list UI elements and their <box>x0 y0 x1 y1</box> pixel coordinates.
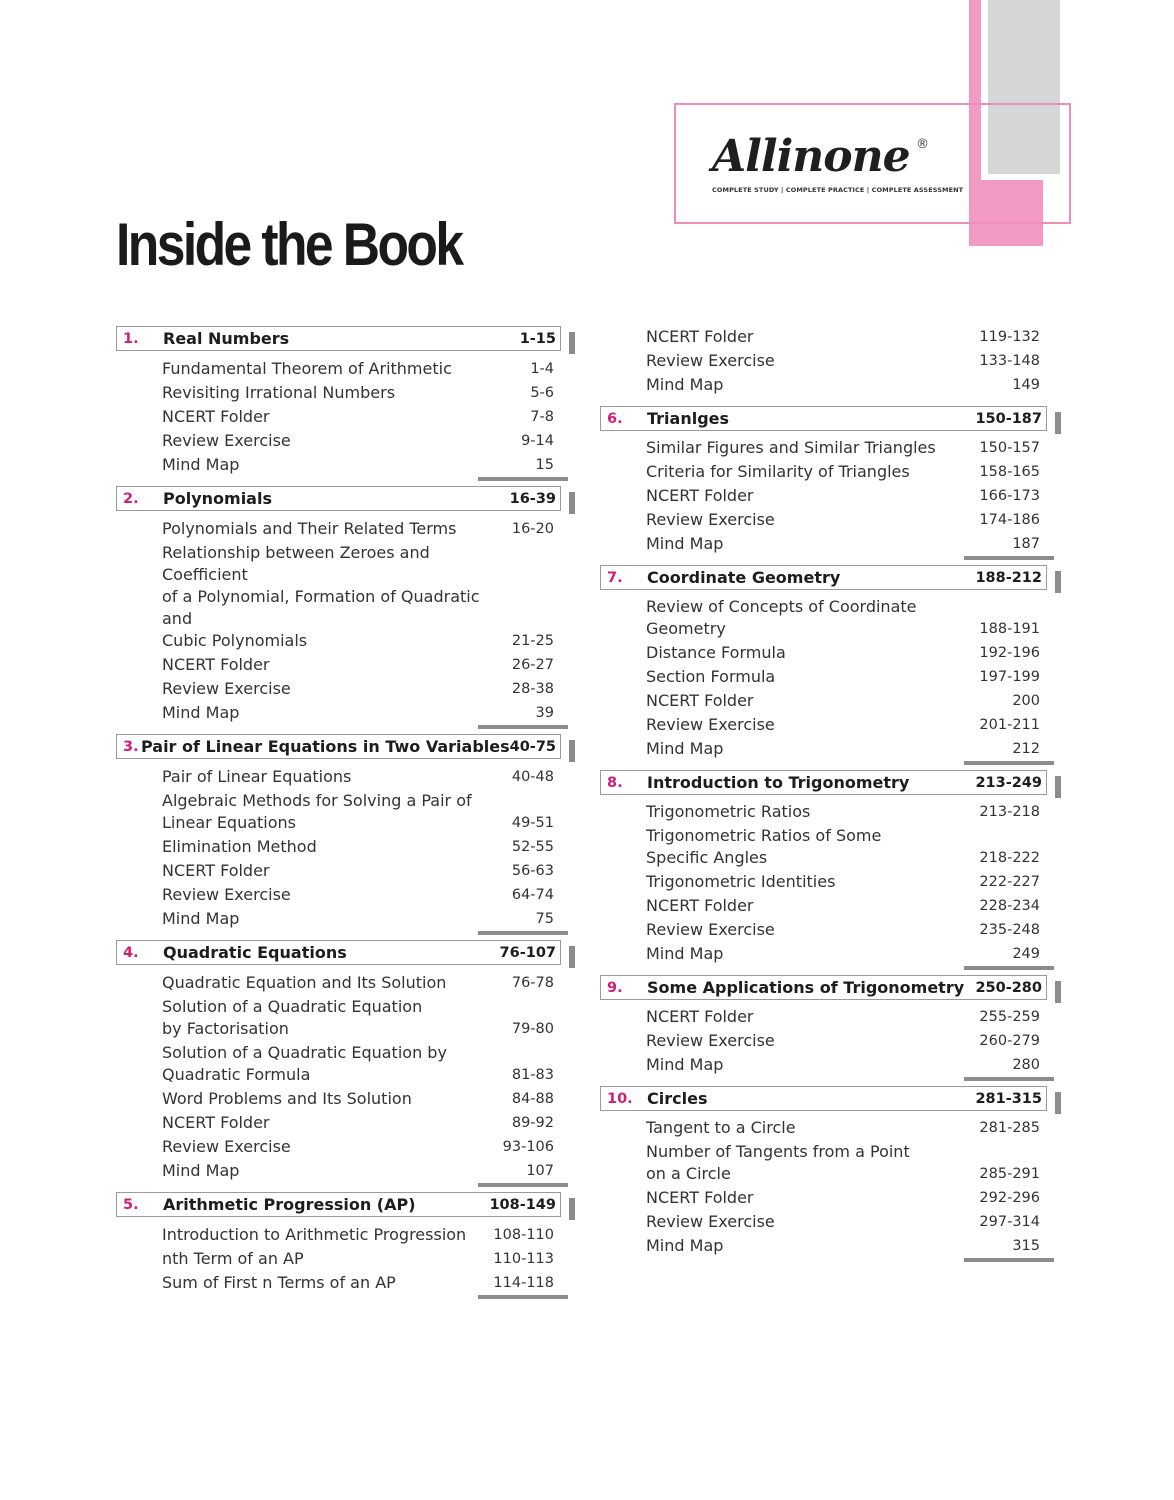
topic-label: Distance Formula <box>646 643 786 662</box>
topic-item[interactable] <box>646 738 1040 760</box>
chapter-header[interactable] <box>116 1192 561 1217</box>
topic-label: Mind Map <box>646 1236 724 1255</box>
chapter-number: 1. <box>123 330 139 347</box>
logo-tagline: COMPLETE STUDY | COMPLETE PRACTICE | COMPLETE ASSESSMENT <box>712 186 964 194</box>
chapter-8 <box>600 770 1054 965</box>
topic-label: Criteria for Similarity of Triangles <box>646 462 910 481</box>
topic-item[interactable] <box>646 1211 1040 1233</box>
topic-label: Mind Map <box>162 909 240 928</box>
chapter-title: Circles <box>647 1089 708 1108</box>
topic-item[interactable] <box>162 382 554 404</box>
topic-pages: 315 <box>1012 1238 1040 1254</box>
chapter-pages: 188-212 <box>975 569 1042 586</box>
topic-list <box>600 1000 1054 1076</box>
topic-label: Mind Map <box>646 375 724 394</box>
header-shadow-side <box>569 1198 575 1220</box>
topic-item[interactable] <box>646 461 1040 483</box>
topic-item[interactable] <box>162 972 554 994</box>
topic-pages: 188-191 <box>979 621 1040 637</box>
header-shadow <box>478 1183 568 1187</box>
topic-label: Review Exercise <box>646 1031 775 1050</box>
topic-pages: 40-48 <box>511 769 554 785</box>
topic-pages: 1-4 <box>530 361 554 377</box>
topic-pages: 235-248 <box>979 922 1040 938</box>
topic-label: Mind Map <box>162 1161 240 1180</box>
topic-item[interactable] <box>646 1187 1040 1209</box>
topic-pages: 52-55 <box>511 839 554 855</box>
topic-label: Review Exercise <box>646 510 775 529</box>
topic-list <box>116 351 568 476</box>
topic-pages: 16-20 <box>511 521 554 537</box>
topic-label: Review Exercise <box>162 1137 291 1156</box>
topic-label: Similar Figures and Similar Triangles <box>646 438 936 457</box>
chapter-header[interactable] <box>116 486 561 511</box>
topic-pages: 9-14 <box>521 433 554 449</box>
topic-item[interactable] <box>162 542 554 652</box>
topic-pages: 49-51 <box>511 815 554 831</box>
chapter-pages: 76-107 <box>499 944 556 961</box>
topic-pages: 119-132 <box>979 329 1040 345</box>
chapter-title: Pair of Linear Equations in Two Variables <box>140 737 510 756</box>
topic-pages: 281-285 <box>979 1120 1040 1136</box>
chapter-number: 4. <box>123 944 139 961</box>
topic-list <box>600 590 1054 760</box>
topic-item[interactable] <box>162 1088 554 1110</box>
topic-list <box>600 326 1054 396</box>
topic-item[interactable] <box>162 678 554 700</box>
topic-item[interactable] <box>646 1006 1040 1028</box>
chapter-number: 6. <box>607 410 623 427</box>
header-shadow <box>478 725 568 729</box>
chapter-1 <box>116 326 568 476</box>
chapter-pages: 213-249 <box>975 774 1042 791</box>
chapter-header[interactable] <box>600 1086 1047 1111</box>
topic-pages: 228-234 <box>979 898 1040 914</box>
topic-item[interactable] <box>646 1030 1040 1052</box>
chapter-title: Some Applications of Trigonometry <box>647 978 965 997</box>
topic-pages: 150-157 <box>979 440 1040 456</box>
topic-pages: 297-314 <box>979 1214 1040 1230</box>
topic-label: Pair of Linear Equations <box>162 767 352 786</box>
topic-item[interactable] <box>162 518 554 540</box>
topic-label: Mind Map <box>646 534 724 553</box>
topic-item[interactable] <box>646 533 1040 555</box>
topic-pages: 222-227 <box>979 874 1040 890</box>
topic-label: Introduction to Arithmetic Progression <box>162 1225 467 1244</box>
topic-label: NCERT Folder <box>646 1188 754 1207</box>
brand-logo <box>674 103 1071 224</box>
topic-pages: 89-92 <box>511 1115 554 1131</box>
chapter-number: 3. <box>123 738 139 755</box>
chapter-pages: 1-15 <box>519 330 556 347</box>
chapter-pages: 108-149 <box>489 1196 556 1213</box>
topic-label: NCERT Folder <box>646 896 754 915</box>
topic-pages: 79-80 <box>511 1021 554 1037</box>
topic-item[interactable] <box>646 871 1040 893</box>
header-shadow-side <box>569 740 575 762</box>
header-shadow-side <box>1055 981 1061 1003</box>
header-shadow <box>964 1077 1054 1081</box>
topic-item[interactable] <box>646 825 1040 869</box>
topic-item[interactable] <box>162 766 554 788</box>
topic-label: Solution of a Quadratic Equation by Quadratic Formula <box>162 1043 447 1084</box>
topic-list <box>116 759 568 930</box>
topic-pages: 192-196 <box>979 645 1040 661</box>
header-shadow <box>964 761 1054 765</box>
topic-item[interactable] <box>646 642 1040 664</box>
topic-pages: 249 <box>1012 946 1040 962</box>
topic-pages: 158-165 <box>979 464 1040 480</box>
topic-pages: 218-222 <box>979 850 1040 866</box>
topic-item[interactable] <box>162 860 554 882</box>
topic-label: Review Exercise <box>646 715 775 734</box>
topic-label: Mind Map <box>162 703 240 722</box>
topic-label: Algebraic Methods for Solving a Pair of Linear Equations <box>162 791 472 832</box>
chapter-header[interactable] <box>116 734 561 759</box>
topic-item[interactable] <box>162 884 554 906</box>
chapter-title: Quadratic Equations <box>163 943 347 962</box>
header-shadow <box>478 477 568 481</box>
topic-item[interactable] <box>162 406 554 428</box>
topic-item[interactable] <box>646 943 1040 965</box>
chapter-9 <box>600 975 1054 1076</box>
topic-label: Review Exercise <box>646 351 775 370</box>
chapter-header[interactable] <box>116 940 561 965</box>
chapter-title: Arithmetic Progression (AP) <box>163 1195 416 1214</box>
topic-label: Quadratic Equation and Its Solution <box>162 973 447 992</box>
chapter-title: Trianlges <box>647 409 730 428</box>
topic-label: NCERT Folder <box>646 691 754 710</box>
topic-label: Review Exercise <box>162 885 291 904</box>
chapter-header[interactable] <box>600 565 1047 590</box>
topic-pages: 174-186 <box>979 512 1040 528</box>
topic-pages: 5-6 <box>530 385 554 401</box>
chapter-number: 7. <box>607 569 623 586</box>
topic-pages: 76-78 <box>511 975 554 991</box>
topic-pages: 108-110 <box>493 1227 554 1243</box>
topic-pages: 39 <box>535 705 554 721</box>
topic-item[interactable] <box>162 1136 554 1158</box>
topic-item[interactable] <box>646 919 1040 941</box>
topic-item[interactable] <box>162 1042 554 1086</box>
topic-pages: 292-296 <box>979 1190 1040 1206</box>
header-shadow <box>478 931 568 935</box>
topic-label: Review Exercise <box>162 679 291 698</box>
topic-item[interactable] <box>162 996 554 1040</box>
topic-item[interactable] <box>646 485 1040 507</box>
chapter-pages: 281-315 <box>975 1090 1042 1107</box>
chapter-pages: 40-75 <box>509 738 556 755</box>
topic-label: NCERT Folder <box>162 1113 270 1132</box>
topic-item[interactable] <box>162 430 554 452</box>
topic-item[interactable] <box>162 790 554 834</box>
chapter-number: 5. <box>123 1196 139 1213</box>
topic-item[interactable] <box>646 1235 1040 1257</box>
chapter-number: 8. <box>607 774 623 791</box>
topic-pages: 28-38 <box>511 681 554 697</box>
header-shadow-side <box>1055 1092 1061 1114</box>
chapter-title: Introduction to Trigonometry <box>647 773 910 792</box>
chapter-header[interactable] <box>600 975 1047 1000</box>
topic-pages: 56-63 <box>511 863 554 879</box>
registered-mark: ® <box>916 137 929 152</box>
topic-item[interactable] <box>162 702 554 724</box>
chapter-pages: 150-187 <box>975 410 1042 427</box>
topic-pages: 255-259 <box>979 1009 1040 1025</box>
topic-label: Section Formula <box>646 667 776 686</box>
topic-label: Fundamental Theorem of Arithmetic <box>162 359 452 378</box>
topic-pages: 26-27 <box>511 657 554 673</box>
topic-pages: 201-211 <box>979 717 1040 733</box>
chapter-pages: 16-39 <box>509 490 556 507</box>
topic-item[interactable] <box>646 895 1040 917</box>
topic-item[interactable] <box>162 1272 554 1294</box>
chapter-3 <box>116 734 568 930</box>
header-shadow <box>478 1295 568 1299</box>
topic-item[interactable] <box>646 801 1040 823</box>
toc-column-left <box>116 326 568 1304</box>
topic-list <box>600 431 1054 555</box>
header-shadow-side <box>569 332 575 354</box>
topic-pages: 64-74 <box>511 887 554 903</box>
topic-item[interactable] <box>162 454 554 476</box>
topic-item[interactable] <box>162 654 554 676</box>
header-shadow-side <box>569 946 575 968</box>
topic-pages: 166-173 <box>979 488 1040 504</box>
topic-pages: 84-88 <box>511 1091 554 1107</box>
topic-list <box>600 795 1054 965</box>
topic-pages: 200 <box>1012 693 1040 709</box>
topic-pages: 75 <box>535 911 554 927</box>
topic-pages: 133-148 <box>979 353 1040 369</box>
chapter-header[interactable] <box>116 326 561 351</box>
topic-item[interactable] <box>646 1117 1040 1139</box>
topic-item[interactable] <box>646 690 1040 712</box>
topic-label: Polynomials and Their Related Terms <box>162 519 457 538</box>
topic-pages: 81-83 <box>511 1067 554 1083</box>
topic-label: Review Exercise <box>162 431 291 450</box>
chapter-header[interactable] <box>600 406 1047 431</box>
logo-wordmark: Allinone <box>712 131 910 182</box>
topic-label: Mind Map <box>646 739 724 758</box>
topic-pages: 15 <box>535 457 554 473</box>
topic-item[interactable] <box>646 326 1040 348</box>
topic-item[interactable] <box>646 437 1040 459</box>
topic-label: Mind Map <box>646 1055 724 1074</box>
topic-item[interactable] <box>162 1224 554 1246</box>
topic-label: Word Problems and Its Solution <box>162 1089 412 1108</box>
topic-label: nth Term of an AP <box>162 1249 304 1268</box>
topic-label: Tangent to a Circle <box>646 1118 796 1137</box>
topic-label: Revisiting Irrational Numbers <box>162 383 396 402</box>
chapter-number: 9. <box>607 979 623 996</box>
topic-item[interactable] <box>162 358 554 380</box>
topic-pages: 107 <box>526 1163 554 1179</box>
chapter-title: Real Numbers <box>163 329 290 348</box>
topic-item[interactable] <box>162 836 554 858</box>
topic-list <box>116 511 568 724</box>
chapter-number: 10. <box>607 1090 633 1107</box>
topic-label: NCERT Folder <box>646 1007 754 1026</box>
topic-item[interactable] <box>162 908 554 930</box>
topic-label: Trigonometric Ratios <box>646 802 811 821</box>
topic-label: Review Exercise <box>646 1212 775 1231</box>
topic-pages: 21-25 <box>511 633 554 649</box>
chapter-7 <box>600 565 1054 760</box>
topic-label: NCERT Folder <box>646 327 754 346</box>
topic-label: Number of Tangents from a Point on a Circle <box>646 1142 910 1183</box>
chapter-5-continued <box>600 326 1054 396</box>
topic-label: Relationship between Zeroes and Coefficient of a Polynomial, Formation of Quadratic and Cubic Polynomials <box>162 543 480 650</box>
topic-item[interactable] <box>646 596 1040 640</box>
topic-item[interactable] <box>646 1141 1040 1185</box>
chapter-4 <box>116 940 568 1182</box>
topic-pages: 93-106 <box>502 1139 554 1155</box>
topic-label: Review Exercise <box>646 920 775 939</box>
chapter-number: 2. <box>123 490 139 507</box>
topic-label: Mind Map <box>162 455 240 474</box>
topic-pages: 187 <box>1012 536 1040 552</box>
header-shadow <box>964 1258 1054 1262</box>
topic-item[interactable] <box>646 374 1040 396</box>
header-shadow-side <box>569 492 575 514</box>
header-shadow <box>964 556 1054 560</box>
topic-pages: 280 <box>1012 1057 1040 1073</box>
chapter-title: Polynomials <box>163 489 272 508</box>
topic-item[interactable] <box>162 1112 554 1134</box>
chapter-5 <box>116 1192 568 1294</box>
topic-list <box>600 1111 1054 1257</box>
topic-pages: 114-118 <box>493 1275 554 1291</box>
chapter-title: Coordinate Geometry <box>647 568 841 587</box>
topic-pages: 212 <box>1012 741 1040 757</box>
header-shadow-side <box>1055 571 1061 593</box>
topic-label: NCERT Folder <box>646 486 754 505</box>
topic-pages: 149 <box>1012 377 1040 393</box>
header-shadow <box>964 966 1054 970</box>
topic-label: NCERT Folder <box>162 861 270 880</box>
topic-item[interactable] <box>646 1054 1040 1076</box>
chapter-2 <box>116 486 568 724</box>
toc-column-right <box>600 326 1054 1267</box>
header-shadow-side <box>1055 776 1061 798</box>
topic-item[interactable] <box>646 666 1040 688</box>
topic-label: Elimination Method <box>162 837 317 856</box>
topic-pages: 213-218 <box>979 804 1040 820</box>
topic-label: NCERT Folder <box>162 407 270 426</box>
topic-item[interactable] <box>646 350 1040 372</box>
topic-item[interactable] <box>162 1160 554 1182</box>
topic-pages: 197-199 <box>979 669 1040 685</box>
topic-pages: 260-279 <box>979 1033 1040 1049</box>
topic-label: Sum of First n Terms of an AP <box>162 1273 396 1292</box>
chapter-10 <box>600 1086 1054 1257</box>
topic-pages: 285-291 <box>979 1166 1040 1182</box>
topic-item[interactable] <box>162 1248 554 1270</box>
topic-list <box>116 965 568 1182</box>
topic-label: NCERT Folder <box>162 655 270 674</box>
header-shadow-side <box>1055 412 1061 434</box>
topic-list <box>116 1217 568 1294</box>
topic-item[interactable] <box>646 509 1040 531</box>
topic-label: Trigonometric Identities <box>646 872 836 891</box>
topic-label: Trigonometric Ratios of Some Specific Angles <box>646 826 882 867</box>
topic-item[interactable] <box>646 714 1040 736</box>
topic-label: Review of Concepts of Coordinate Geometry <box>646 597 917 638</box>
chapter-pages: 250-280 <box>975 979 1042 996</box>
topic-label: Solution of a Quadratic Equation by Factorisation <box>162 997 423 1038</box>
topic-label: Mind Map <box>646 944 724 963</box>
chapter-6 <box>600 406 1054 555</box>
page-title: Inside the Book <box>116 211 462 278</box>
topic-pages: 7-8 <box>530 409 554 425</box>
topic-pages: 110-113 <box>493 1251 554 1267</box>
chapter-header[interactable] <box>600 770 1047 795</box>
